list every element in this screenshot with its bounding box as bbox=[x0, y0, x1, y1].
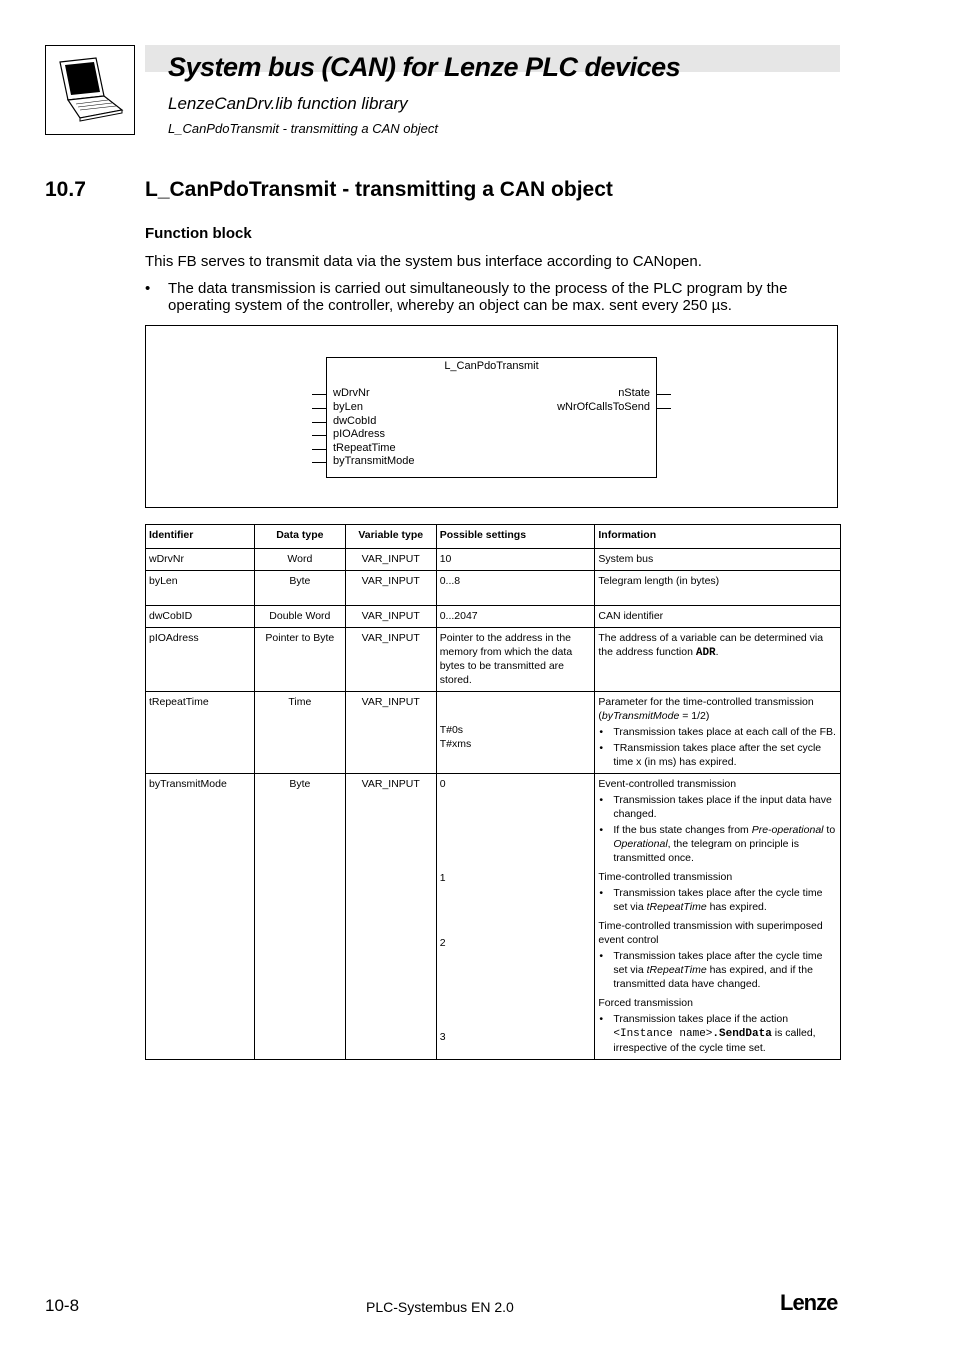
table-row bbox=[146, 628, 841, 692]
mode-3-block: Forced transmission • Transmission takes place if the action <Instance name>.SendData is called, irrespective of the cycle time set. bbox=[598, 996, 837, 1055]
cell-identifier: byTransmitMode bbox=[146, 774, 255, 1060]
table-row bbox=[146, 606, 841, 628]
cell-variable-type: VAR_INPUT bbox=[345, 606, 436, 628]
cell-information: CAN identifier bbox=[595, 606, 841, 628]
cell-settings: Pointer to the address in the memory from which the data bytes to be transmitted are stored. bbox=[436, 628, 595, 692]
table-row bbox=[146, 692, 841, 774]
cell-identifier: byLen bbox=[146, 571, 255, 606]
intro-paragraph: This FB serves to transmit data via the system bus interface according to CANopen. bbox=[145, 253, 702, 270]
cell-settings: 0 1 2 3 bbox=[436, 774, 595, 1060]
section-title: L_CanPdoTransmit - transmitting a CAN object bbox=[145, 178, 613, 201]
column-header: Information bbox=[595, 525, 841, 549]
cell-settings: 10 bbox=[436, 549, 595, 571]
input-pin: wDrvNr bbox=[333, 387, 370, 399]
code-senddata: .SendData bbox=[712, 1028, 772, 1040]
input-lead bbox=[312, 435, 326, 436]
cell-settings: 0...2047 bbox=[436, 606, 595, 628]
list-item: • Transmission takes place if the input data have changed. bbox=[598, 793, 837, 821]
table-row bbox=[146, 549, 841, 571]
list-item: • Transmission takes place if the action <Instance name>.SendData is called, irrespective of the cycle time set. bbox=[598, 1012, 837, 1055]
output-pin: wNrOfCallsToSend bbox=[557, 401, 650, 413]
document-id: PLC-Systembus EN 2.0 bbox=[366, 1299, 514, 1315]
cell-information: Parameter for the time-controlled transmission (byTransmitMode = 1/2) • Transmission takes place at each call of the FB. • TRansmission takes place after the set cycle time x (in ms) has expired. bbox=[595, 692, 841, 774]
input-pin: dwCobId bbox=[333, 415, 377, 427]
cell-variable-type: VAR_INPUT bbox=[345, 692, 436, 774]
cell-data-type: Word bbox=[254, 549, 345, 571]
cell-identifier: tRepeatTime bbox=[146, 692, 255, 774]
section-number: 10.7 bbox=[45, 178, 86, 201]
bullet-text: The data transmission is carried out simultaneously to the process of the PLC program by the operating system of the controller, whereby an object can be max. sent every 250 µs. bbox=[168, 280, 788, 314]
input-pin: byLen bbox=[333, 401, 363, 413]
mode-1-block: Time-controlled transmission • Transmission takes place after the cycle time set via tRepeatTime has expired. bbox=[598, 870, 837, 914]
cell-data-type: Time bbox=[254, 692, 345, 774]
code-instance-name: <Instance name> bbox=[613, 1028, 713, 1040]
list-item: • If the bus state changes from Pre-operational to Operational, the telegram on principle is transmitted once. bbox=[598, 823, 837, 865]
column-header: Variable type bbox=[345, 525, 436, 549]
output-lead bbox=[657, 394, 671, 395]
input-lead bbox=[312, 408, 326, 409]
parameter-table bbox=[145, 524, 841, 1060]
cell-information: System bus bbox=[595, 549, 841, 571]
output-pin: nState bbox=[618, 387, 650, 399]
cell-settings: T#0s T#xms bbox=[436, 692, 595, 774]
cell-data-type: Pointer to Byte bbox=[254, 628, 345, 692]
cell-variable-type: VAR_INPUT bbox=[345, 628, 436, 692]
column-header: Possible settings bbox=[436, 525, 595, 549]
bullet-marker: • bbox=[145, 280, 151, 297]
cell-data-type: Double Word bbox=[254, 606, 345, 628]
table-row bbox=[146, 571, 841, 606]
page-number: 10-8 bbox=[45, 1296, 80, 1315]
section-running-head: L_CanPdoTransmit - transmitting a CAN object bbox=[168, 121, 438, 136]
list-item: • Transmission takes place after the cycle time set via tRepeatTime has expired. bbox=[598, 886, 837, 914]
laptop-logo bbox=[45, 45, 135, 135]
input-lead bbox=[312, 394, 326, 395]
brand-logo: Lenze bbox=[780, 1290, 838, 1315]
list-item: • Transmission takes place after the cycle time set via tRepeatTime has expired, and if the transmitted data have changed. bbox=[598, 949, 837, 991]
input-lead bbox=[312, 449, 326, 450]
column-header: Identifier bbox=[146, 525, 255, 549]
cell-variable-type: VAR_INPUT bbox=[345, 774, 436, 1060]
chapter-subtitle: LenzeCanDrv.lib function library bbox=[168, 94, 408, 113]
input-pin: byTransmitMode bbox=[333, 455, 415, 467]
list-item: • Transmission takes place at each call of the FB. bbox=[598, 725, 837, 739]
column-header: Data type bbox=[254, 525, 345, 549]
table-header-row bbox=[146, 525, 841, 549]
function-block-name: L_CanPdoTransmit bbox=[444, 360, 539, 372]
subheading: Function block bbox=[145, 225, 252, 242]
chapter-title: System bus (CAN) for Lenze PLC devices bbox=[168, 52, 681, 82]
laptop-icon bbox=[46, 46, 134, 134]
cell-data-type: Byte bbox=[254, 571, 345, 606]
mode-2-block: Time-controlled transmission with superimposed event control • Transmission takes place after the cycle time set via tRepeatTime has expired, and if the transmitted data have changed. bbox=[598, 919, 837, 991]
cell-variable-type: VAR_INPUT bbox=[345, 549, 436, 571]
cell-settings: 0...8 bbox=[436, 571, 595, 606]
input-pin: tRepeatTime bbox=[333, 442, 396, 454]
list-item: • TRansmission takes place after the set cycle time x (in ms) has expired. bbox=[598, 741, 837, 769]
code-adr: ADR bbox=[695, 647, 716, 659]
cell-variable-type: VAR_INPUT bbox=[345, 571, 436, 606]
input-lead bbox=[312, 462, 326, 463]
cell-data-type: Byte bbox=[254, 774, 345, 1060]
cell-identifier: wDrvNr bbox=[146, 549, 255, 571]
input-lead bbox=[312, 422, 326, 423]
cell-information bbox=[595, 774, 841, 1060]
input-pin: pIOAdress bbox=[333, 428, 385, 440]
cell-information: The address of a variable can be determined via the address function ADR. bbox=[595, 628, 841, 692]
cell-identifier: pIOAdress bbox=[146, 628, 255, 692]
table-row bbox=[146, 774, 841, 1060]
mode-0-block: Event-controlled transmission • Transmission takes place if the input data have changed. • If the bus state changes from Pre-operational to Operational, the telegram on principle is transmitted once. bbox=[598, 777, 837, 865]
cell-information: Telegram length (in bytes) bbox=[595, 571, 841, 606]
cell-identifier: dwCobID bbox=[146, 606, 255, 628]
output-lead bbox=[657, 408, 671, 409]
